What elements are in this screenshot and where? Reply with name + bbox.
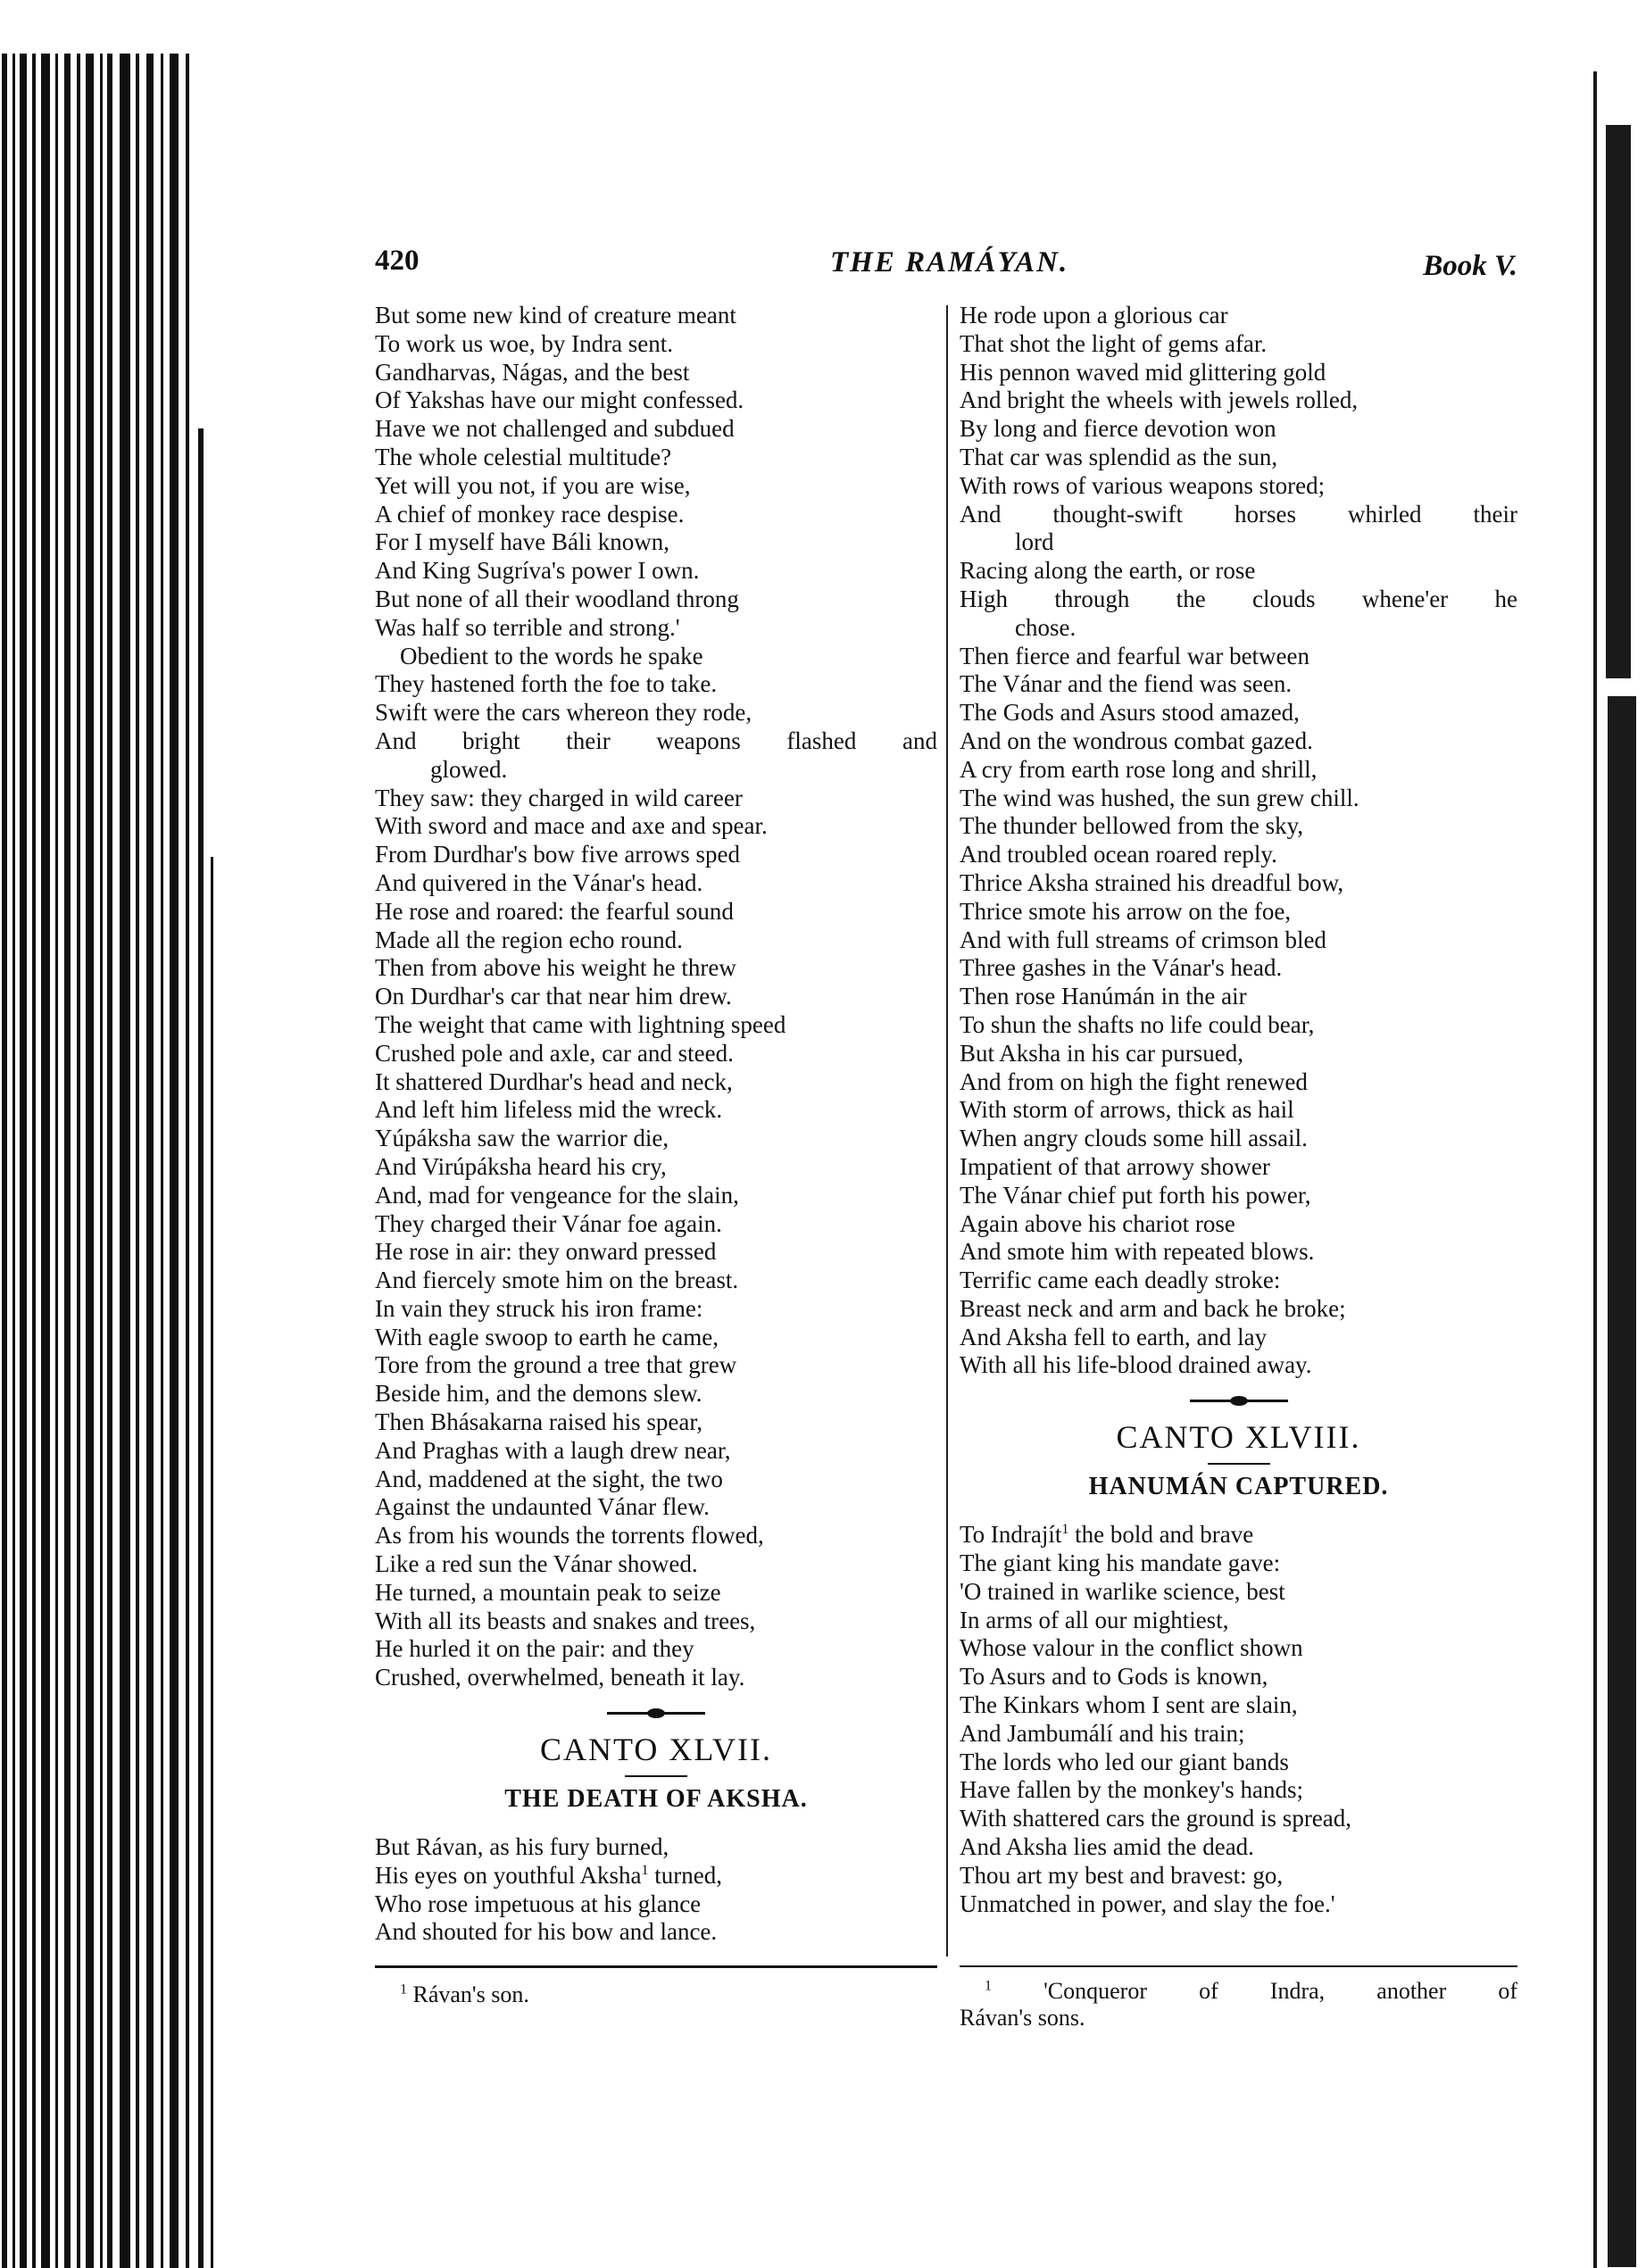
footnote-rule-right xyxy=(960,1965,1517,1967)
verse-line: Then rose Hanúmán in the air xyxy=(960,983,1247,1010)
verse-line: Three gashes in the Vánar's head. xyxy=(960,954,1283,982)
verse-text: To Indrajít xyxy=(960,1521,1062,1549)
page-header xyxy=(375,241,1517,286)
verse-line-continuation: lord xyxy=(1015,528,1054,556)
verse-line: With rows of various weapons stored; xyxy=(960,471,1326,499)
verse-line: And shouted for his bow and lance. xyxy=(375,1918,718,1946)
verse-line: And Aksha lies amid the dead. xyxy=(960,1833,1254,1861)
footnote-rule-left xyxy=(375,1965,937,1968)
verse-line: To Asurs and to Gods is known, xyxy=(960,1663,1268,1691)
verse-line: Then Bhásakarna raised his spear, xyxy=(375,1408,703,1436)
verse-line: In arms of all our mightiest, xyxy=(960,1606,1229,1633)
verse-line-continuation: chose. xyxy=(1015,613,1077,641)
verse-line: With shattered cars the ground is spread, xyxy=(960,1805,1352,1832)
verse-line: But Rávan, as his fury burned, xyxy=(375,1833,669,1861)
verse-line: Racing along the earth, or rose xyxy=(960,557,1256,585)
verse-line: That car was splendid as the sun, xyxy=(960,443,1278,470)
verse-line: His pennon waved mid glittering gold xyxy=(960,358,1326,386)
running-title: THE RAMÁYAN. xyxy=(830,246,1069,278)
verse-line: And smote him with repeated blows. xyxy=(960,1238,1315,1266)
verse-line: Thou art my best and bravest: go, xyxy=(960,1861,1284,1889)
verse-line: Who rose impetuous at his glance xyxy=(375,1890,702,1917)
verse-line: To shun the shafts no life could bear, xyxy=(960,1010,1315,1038)
verse-line: The Gods and Asurs stood amazed, xyxy=(960,699,1300,727)
footnote-marker: 1 xyxy=(985,1978,992,1994)
page-number: 420 xyxy=(375,245,420,277)
verse-line: And with full streams of crimson bled xyxy=(960,926,1326,953)
verse-line: Crushed pole and axle, car and steed. xyxy=(375,1039,734,1067)
verse-line: High through the clouds whene'er he xyxy=(960,585,1517,612)
verse-line: From Durdhar's bow five arrows sped xyxy=(375,841,741,868)
scan-edge-left xyxy=(0,54,223,2268)
verse-line: The lords who led our giant bands xyxy=(960,1748,1289,1775)
verse-line: Thrice smote his arrow on the foe, xyxy=(960,897,1292,925)
canto-subtitle: THE DEATH OF AKSHA. xyxy=(504,1785,808,1814)
verse-line-continuation: glowed. xyxy=(430,755,508,783)
verse-line: He rose in air: they onward pressed xyxy=(375,1238,717,1266)
verse-line: With all his life-blood drained away. xyxy=(960,1351,1312,1379)
verse-line: Gandharvas, Nágas, and the best xyxy=(375,358,690,386)
verse-line: And bright the wheels with jewels rolled, xyxy=(960,386,1359,414)
verse-line: And quivered in the Vánar's head. xyxy=(375,868,703,896)
footnote-text: Rávan's son. xyxy=(412,1981,529,2007)
verse-line: They saw: they charged in wild career xyxy=(375,784,743,811)
canto-heading: CANTO XLVII. xyxy=(539,1732,772,1768)
verse-line: Of Yakshas have our might confessed. xyxy=(375,386,744,414)
verse-line: The Kinkars whom I sent are slain, xyxy=(960,1691,1298,1719)
verse-line: And thought-swift horses whirled their xyxy=(960,500,1517,528)
verse-line: Impatient of that arrowy shower xyxy=(960,1152,1270,1180)
column-divider xyxy=(946,305,948,1956)
verse-line: He hurled it on the pair: and they xyxy=(375,1635,694,1663)
verse-line: Yet will you not, if you are wise, xyxy=(375,471,691,499)
section-ornament xyxy=(375,1698,937,1728)
verse-line: Thrice Aksha strained his dreadful bow, xyxy=(960,868,1344,896)
footnote-line xyxy=(960,1978,1517,2005)
verse-line: The thunder bellowed from the sky, xyxy=(960,812,1304,840)
verse-line: Again above his chariot rose xyxy=(960,1209,1235,1237)
verse-text: the bold and brave xyxy=(1075,1521,1254,1549)
verse-line: He rose and roared: the fearful sound xyxy=(375,897,734,925)
verse-line xyxy=(960,1521,1517,1549)
verse-line: Whose valour in the conflict shown xyxy=(960,1634,1303,1662)
footnote-left xyxy=(400,1981,529,2008)
footnote-line: Rávan's sons. xyxy=(960,2005,1085,2031)
verse-line: And Jambumálí and his train; xyxy=(960,1719,1245,1747)
verse-line: Yúpáksha saw the warrior die, xyxy=(375,1125,669,1152)
verse-line: And from on high the fight renewed xyxy=(960,1068,1308,1095)
verse-line: And Aksha fell to earth, and lay xyxy=(960,1323,1268,1350)
footnote-marker: 1 xyxy=(1061,1522,1069,1538)
right-column xyxy=(960,302,1517,1962)
verse-line: The Vánar and the fiend was seen. xyxy=(960,670,1293,698)
canto-subtitle: HANUMÁN CAPTURED. xyxy=(1088,1473,1389,1501)
verse-line: With sword and mace and axe and spear. xyxy=(375,812,768,840)
verse-line: By long and fierce devotion won xyxy=(960,415,1276,443)
verse-line: A chief of monkey race despise. xyxy=(375,500,685,528)
verse-line: And bright their weapons flashed and xyxy=(375,727,937,754)
verse-line: That shot the light of gems afar. xyxy=(960,329,1268,357)
verse-line: And fiercely smote him on the breast. xyxy=(375,1267,739,1294)
verse-line: Breast neck and arm and back he broke; xyxy=(960,1294,1346,1322)
verse-line: The whole celestial multitude? xyxy=(375,443,672,470)
scan-edge-right xyxy=(1584,71,1646,2268)
verse-line: And, mad for vengeance for the slain, xyxy=(375,1181,739,1209)
verse-line: Unmatched in power, and slay the foe.' xyxy=(960,1890,1335,1917)
verse-line: The Vánar chief put forth his power, xyxy=(960,1181,1311,1209)
verse-line: On Durdhar's car that near him drew. xyxy=(375,983,732,1010)
verse-line: But Aksha in his car pursued, xyxy=(960,1039,1243,1067)
verse-line: They charged their Vánar foe again. xyxy=(375,1209,722,1237)
verse-line: Then fierce and fearful war between xyxy=(960,642,1310,669)
verse-line: And left him lifeless mid the wreck. xyxy=(375,1096,723,1124)
verse-line: And Virúpáksha heard his cry, xyxy=(375,1152,667,1180)
verse-line: The giant king his mandate gave: xyxy=(960,1549,1281,1577)
verse-line: And King Sugríva's power I own. xyxy=(375,557,700,585)
verse-line: With storm of arrows, thick as hail xyxy=(960,1096,1294,1124)
verse-line: It shattered Durdhar's head and neck, xyxy=(375,1068,733,1095)
section-ornament xyxy=(960,1385,1517,1416)
verse-text: His eyes on youthful Aksha xyxy=(375,1861,642,1889)
heading-rule xyxy=(960,1458,1517,1469)
verse-line: The weight that came with lightning speed xyxy=(375,1010,786,1038)
verse-line: But none of all their woodland throng xyxy=(375,585,739,612)
verse-line: Obedient to the words he spake xyxy=(400,642,703,669)
left-column xyxy=(375,302,937,1962)
verse-line xyxy=(375,1862,937,1890)
footnote-marker: 1 xyxy=(400,1981,407,1998)
verse-line: Swift were the cars whereon they rode, xyxy=(375,699,752,727)
canto-heading: CANTO XLVIII. xyxy=(1116,1419,1361,1456)
verse-line: For I myself have Báli known, xyxy=(375,528,669,556)
verse-line: The wind was hushed, the sun grew chill. xyxy=(960,784,1359,811)
book-page xyxy=(375,241,1517,2062)
verse-line: Tore from the ground a tree that grew xyxy=(375,1351,737,1379)
verse-line: In vain they struck his iron frame: xyxy=(375,1294,703,1322)
verse-text: turned, xyxy=(654,1861,722,1889)
verse-line: Crushed, overwhelmed, beneath it lay. xyxy=(375,1664,745,1691)
heading-rule xyxy=(375,1771,937,1782)
verse-line: And troubled ocean roared reply. xyxy=(960,841,1277,868)
verse-line: They hastened forth the foe to take. xyxy=(375,670,718,698)
verse-line: Was half so terrible and strong.' xyxy=(375,613,680,641)
verse-line: To work us woe, by Indra sent. xyxy=(375,329,674,357)
verse-line: And Praghas with a laugh drew near, xyxy=(375,1436,731,1464)
verse-line: When angry clouds some hill assail. xyxy=(960,1125,1308,1152)
verse-line: 'O trained in warlike science, best xyxy=(960,1577,1285,1605)
verse-line: Beside him, and the demons slew. xyxy=(375,1380,702,1408)
verse-line: And on the wondrous combat gazed. xyxy=(960,727,1313,754)
verse-line: Terrific came each deadly stroke: xyxy=(960,1267,1281,1294)
footnote-right xyxy=(960,1978,1517,2031)
verse-line: Have fallen by the monkey's hands; xyxy=(960,1776,1304,1804)
verse-line: He turned, a mountain peak to seize xyxy=(375,1578,721,1606)
verse-line: Made all the region echo round. xyxy=(375,926,683,953)
verse-line: He rode upon a glorious car xyxy=(960,302,1228,328)
verse-line: Have we not challenged and subdued xyxy=(375,415,735,443)
verse-line: Against the undaunted Vánar flew. xyxy=(375,1493,710,1521)
book-label: Book V. xyxy=(1423,250,1517,282)
verse-line: Like a red sun the Vánar showed. xyxy=(375,1550,698,1578)
footnote-marker: 1 xyxy=(641,1862,649,1878)
verse-line: With eagle swoop to earth he came, xyxy=(375,1323,719,1350)
verse-line: As from his wounds the torrents flowed, xyxy=(375,1522,764,1549)
verse-line: Then from above his weight he threw xyxy=(375,954,736,982)
footnote-text: 'Conqueror of Indra, another of xyxy=(1043,1978,1517,2004)
verse-line: But some new kind of creature meant xyxy=(375,302,736,328)
verse-line: And, maddened at the sight, the two xyxy=(375,1465,723,1492)
verse-line: A cry from earth rose long and shrill, xyxy=(960,755,1318,783)
verse-line: With all its beasts and snakes and trees, xyxy=(375,1607,756,1634)
